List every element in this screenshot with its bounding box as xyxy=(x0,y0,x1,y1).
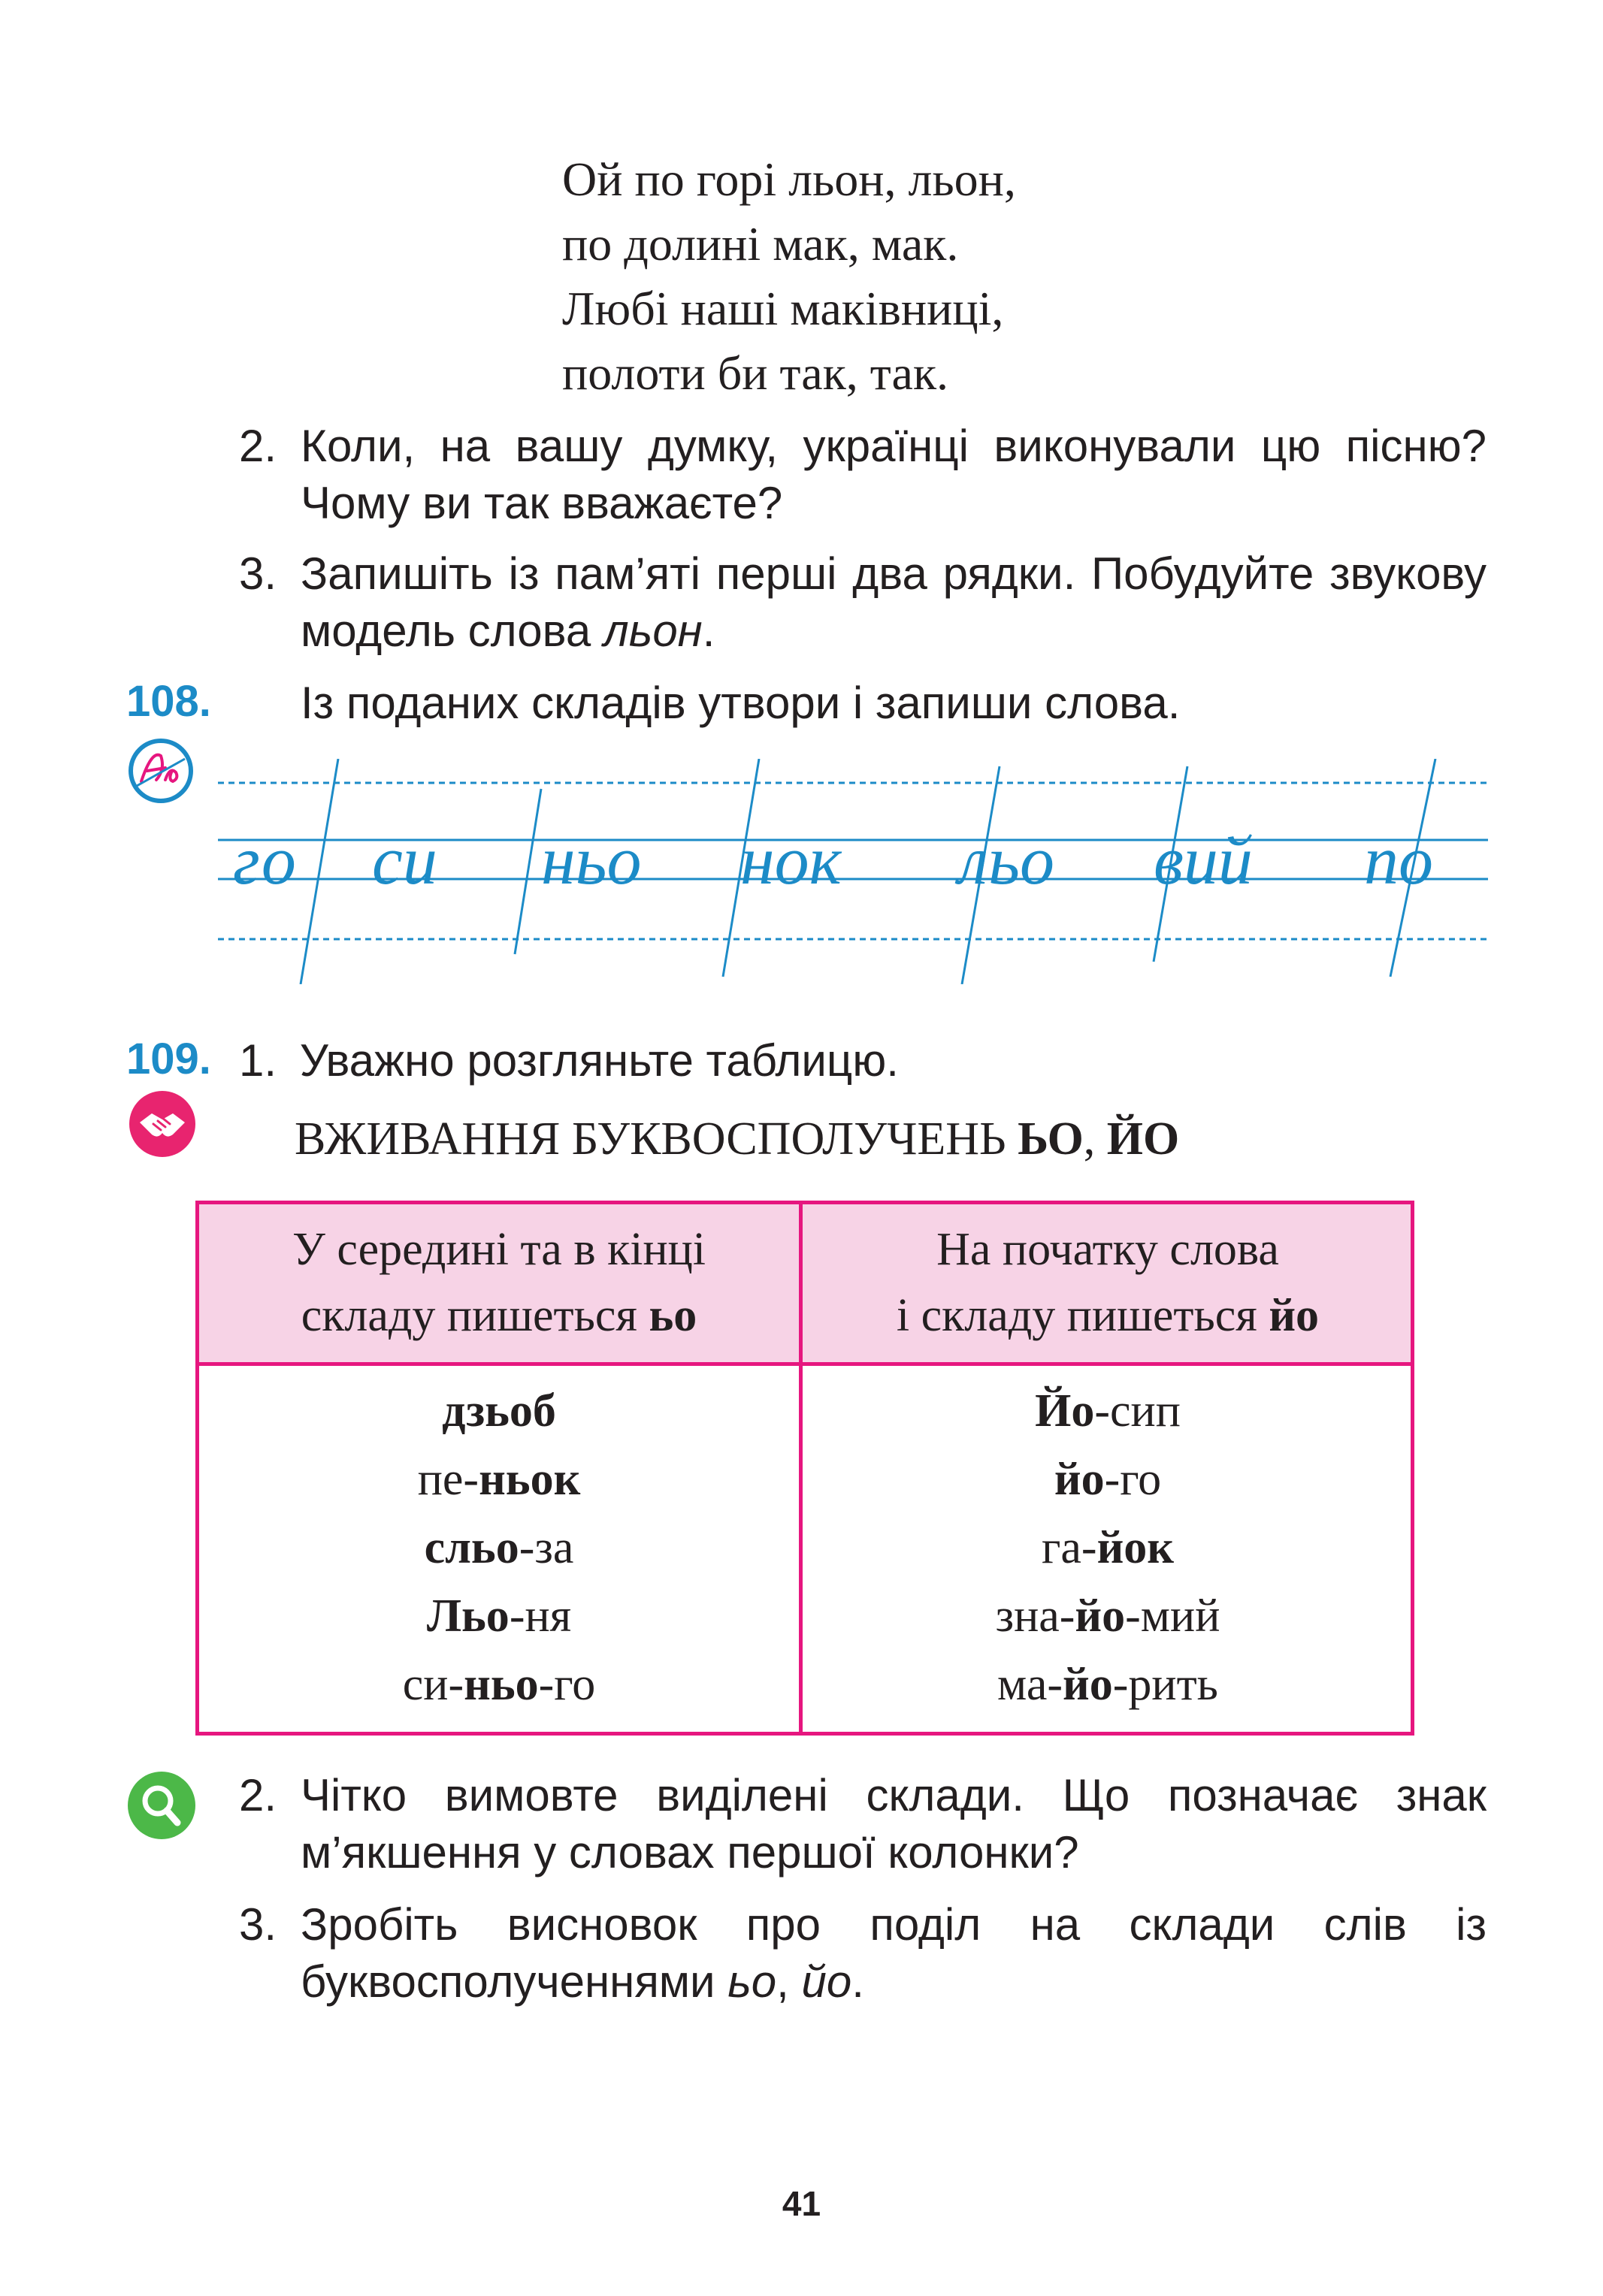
task-text: Уважно розгляньте таблицю. xyxy=(299,1035,899,1086)
italic-word: льон xyxy=(603,606,703,656)
table-cell-word: пе-ньок xyxy=(417,1454,581,1505)
table-header-right: На початку слова і складу пишеться йо xyxy=(896,1224,1320,1341)
task-number: 2. xyxy=(239,421,277,471)
task-number: 3. xyxy=(239,1899,277,1950)
task-number: 2. xyxy=(239,1770,277,1820)
table-cell-word: ма-йо-рить xyxy=(997,1659,1218,1710)
exercise-108-text: Із поданих складів утвори і запиши слова. xyxy=(301,678,1181,728)
task-text: Запишіть із пам’яті перші два рядки. Побудуйте звукову модель слова льон. xyxy=(301,548,1487,656)
exercise-number-109: 109. xyxy=(126,1035,211,1083)
poem-line: полоти би так, так. xyxy=(562,346,949,400)
task-3-top xyxy=(239,545,1487,660)
task-2-top xyxy=(239,418,1487,532)
task-3-bottom xyxy=(239,1896,1487,2011)
task-text: Чітко вимовте виділені склади. Що позначає знак м’якшення у словах першої колонки? xyxy=(301,1770,1487,1878)
syllable: нок xyxy=(740,822,842,899)
exercise-109-task-1 xyxy=(239,1032,899,1089)
page-number: 41 xyxy=(782,2184,821,2223)
syllable: льо xyxy=(958,822,1054,899)
poem xyxy=(562,147,1016,406)
task-text: Коли, на вашу думку, українці виконували цю пісню? Чому ви так вважаєте? xyxy=(301,421,1487,528)
handwriting-icon xyxy=(126,736,195,805)
table-cell-word: Льо-ня xyxy=(426,1591,572,1642)
table-cell-word: га-йок xyxy=(1041,1522,1175,1573)
table-cell-word: Йо-сип xyxy=(1035,1385,1181,1437)
syllable: ньо xyxy=(541,822,642,899)
table-cell-word: сльо-за xyxy=(424,1522,574,1573)
table-cell-word: зна-йо-мий xyxy=(995,1591,1220,1642)
handwriting-lines xyxy=(218,759,1488,984)
table-header-left: У середині та в кінці складу пишеться ьо xyxy=(292,1224,706,1341)
table-column-left xyxy=(199,1377,799,1719)
task-number: 1. xyxy=(239,1035,277,1086)
syllable: по xyxy=(1364,822,1433,899)
syllable: си xyxy=(372,822,437,899)
handshake-icon xyxy=(126,1088,198,1160)
usage-table xyxy=(195,1201,1414,1736)
task-number: 3. xyxy=(239,548,277,599)
poem-line: Любі наші маківниці, xyxy=(562,282,1004,335)
table-title: ВЖИВАННЯ БУКВОСПОЛУЧЕНЬ ЬО, ЙО xyxy=(295,1113,1180,1165)
table-cell-word: си-ньо-го xyxy=(402,1659,596,1710)
poem-line: по долині мак, мак. xyxy=(562,217,959,270)
table-cell-word: йо-го xyxy=(1054,1454,1162,1505)
syllable: вий xyxy=(1154,822,1253,899)
table-column-right xyxy=(803,1377,1413,1719)
poem-line: Ой по горі льон, льон, xyxy=(562,153,1016,206)
magnifier-icon xyxy=(125,1769,198,1842)
exercise-number-108: 108. xyxy=(126,677,211,726)
syllable: го xyxy=(233,822,298,899)
task-text: Зробіть висновок про поділ на склади слів із буквосполученнями ьо, йо. xyxy=(301,1899,1487,2007)
table-cell-word: дзьоб xyxy=(442,1385,556,1437)
task-2-bottom xyxy=(239,1767,1487,1881)
